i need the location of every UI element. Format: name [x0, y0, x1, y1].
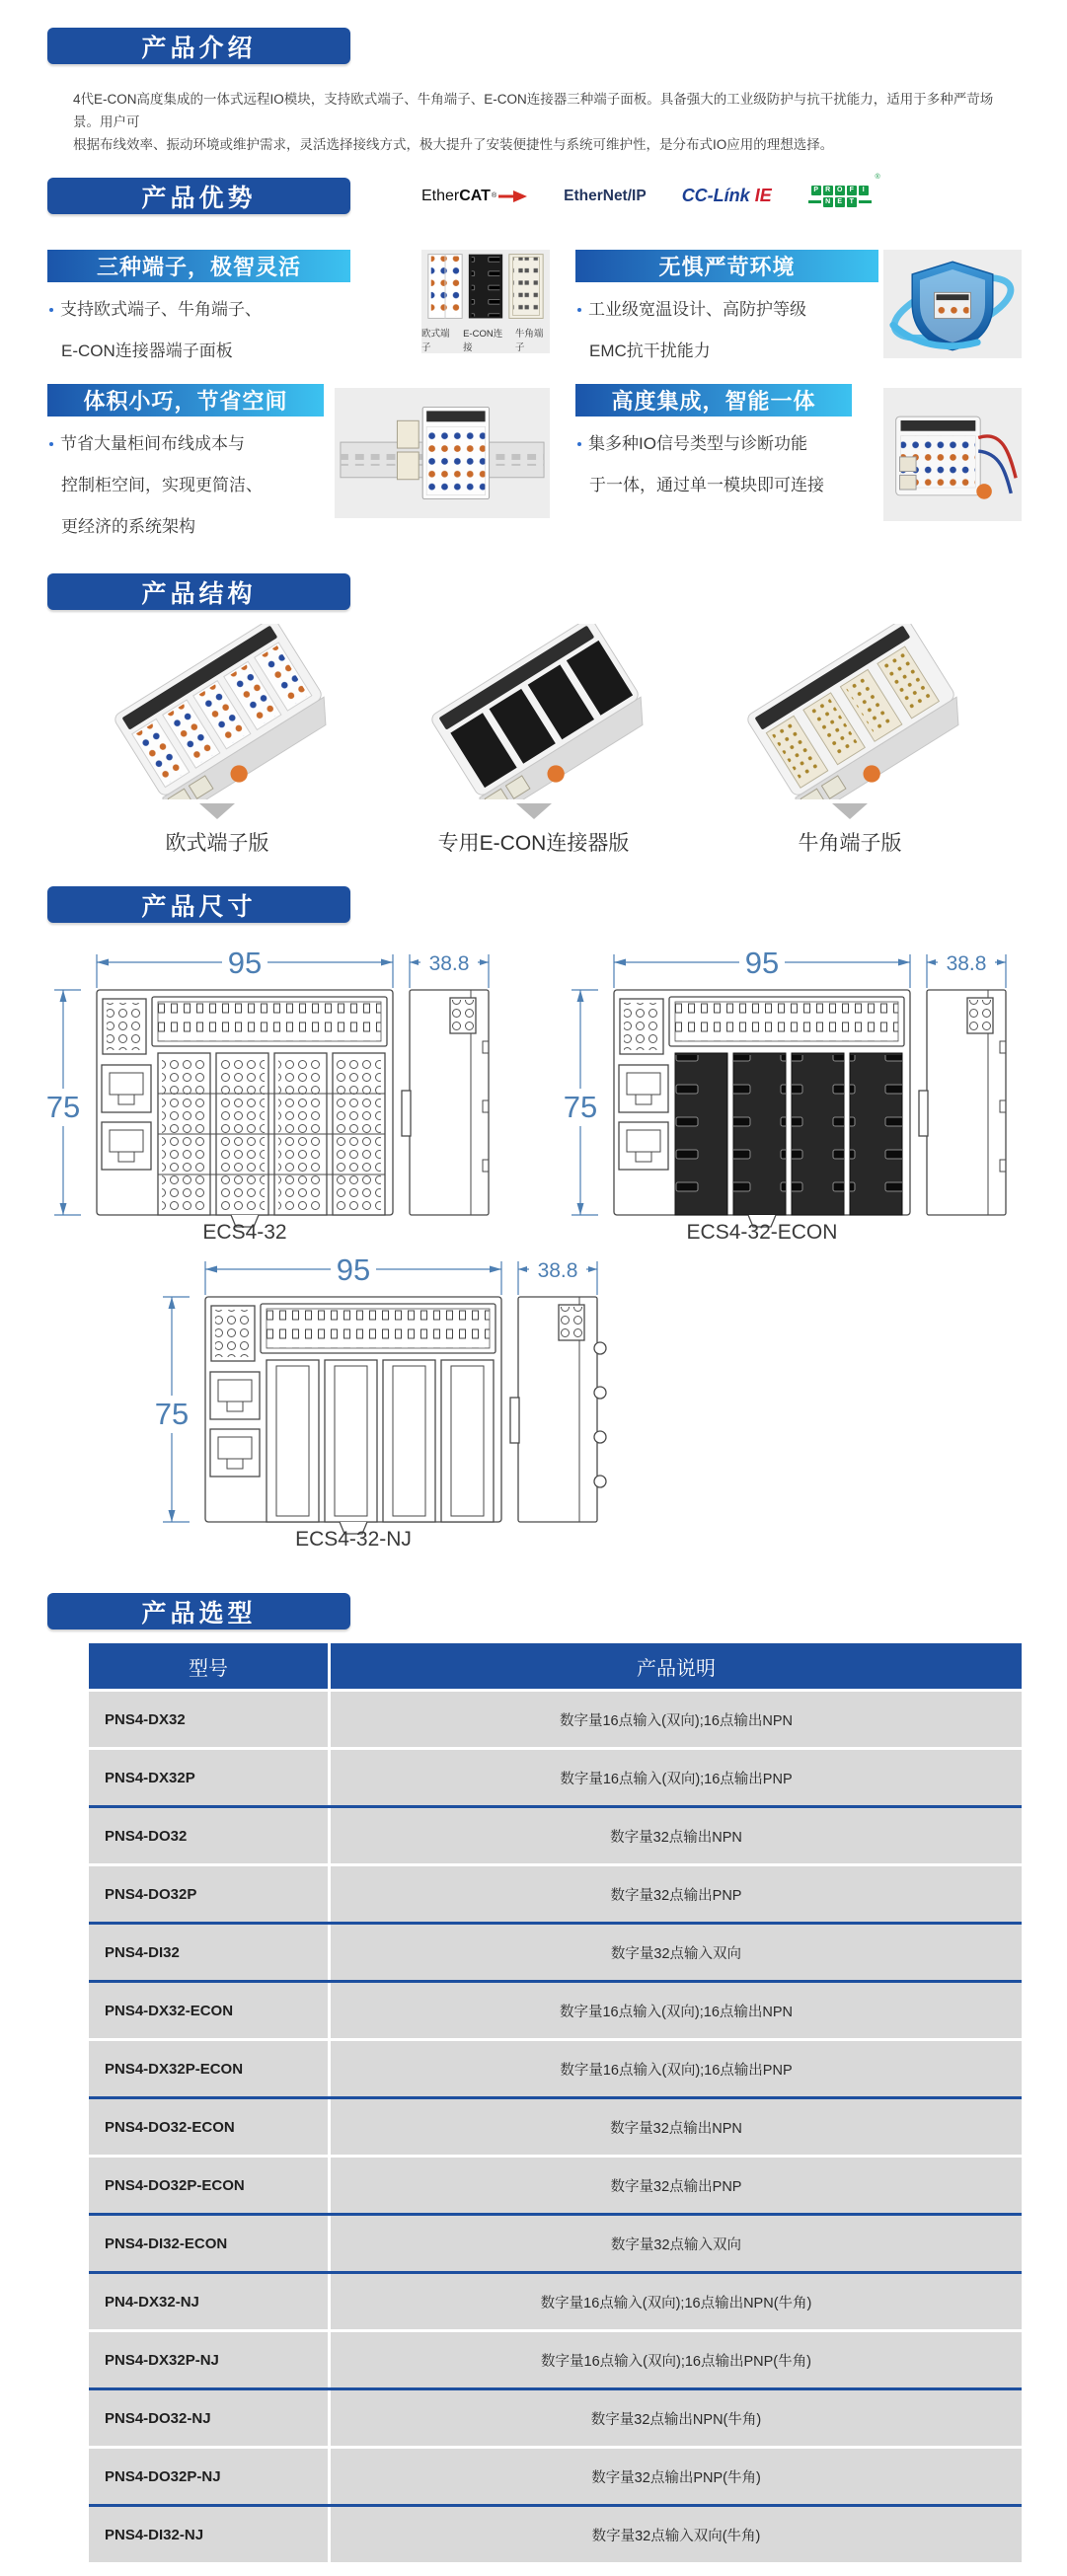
table-row: [89, 2216, 1022, 2274]
profinet-row1: P R O F I: [810, 185, 870, 196]
table-row: [89, 1750, 1022, 1808]
table-row: [89, 2158, 1022, 2216]
model-cell: PNS4-DI32: [89, 1925, 331, 1980]
model-cell: PNS4-DO32: [89, 1808, 331, 1863]
side-view-drawing: [510, 1297, 606, 1522]
bullet-icon: [577, 308, 581, 312]
dim-width: 95: [336, 1252, 371, 1287]
model-cell: PNS4-DX32: [89, 1692, 331, 1747]
front-view-drawing: [205, 1297, 501, 1534]
side-view-drawing: [919, 990, 1006, 1215]
desc-cell: 数字量32点输出NPN(牛角): [331, 2390, 1022, 2446]
table-row: [89, 1983, 1022, 2041]
desc-cell: 数字量32点输入双向(牛角): [331, 2507, 1022, 2562]
feature-line: 节省大量柜间布线成本与: [60, 434, 245, 453]
structure-title: 产品结构: [141, 579, 257, 608]
selection-title: 产品选型: [141, 1599, 257, 1628]
desc-cell: 数字量16点输入(双向);16点输出NPN: [331, 1983, 1022, 2038]
desc-cell: 数字量16点输入(双向);16点输出PNP: [331, 2041, 1022, 2096]
feature-terminals: [47, 250, 550, 372]
wired-module-illustration: [884, 400, 1021, 510]
feature-line: 集多种IO信号类型与诊断功能: [588, 434, 807, 453]
intro-line-1: 4代E-CON高度集成的一体式远程IO模块，支持欧式端子、牛角端子、E-CON连接器三种端子面板。具备强大的工业级防护与抗干扰能力，适用于多种严苛场景。用户可: [73, 92, 994, 129]
din-rail-module-illustration: [337, 391, 548, 515]
terminal-types-image: [421, 250, 550, 353]
feature-line: 控制柜空间，实现更简洁、: [61, 476, 263, 494]
front-view-drawing: [97, 990, 393, 1227]
section-title-advantages: [47, 178, 350, 214]
shield-icon: [885, 253, 1020, 355]
bullet-icon: [49, 442, 53, 446]
dimension-drawings-row2: [148, 1250, 1067, 1555]
feature-rugged-title: 无惧严苛环境: [575, 250, 878, 282]
ethercat-arrow-icon: [498, 189, 528, 204]
dim-depth: 38.8: [428, 952, 470, 975]
desc-cell: 数字量32点输出NPN: [331, 1808, 1022, 1863]
feature-integrated: [575, 384, 1022, 506]
section-title-dimensions: [47, 886, 350, 923]
wired-module-image: [883, 388, 1022, 521]
ethernet-ip-logo: EtherNet/IP: [564, 187, 647, 204]
table-row: [89, 2041, 1022, 2099]
desc-cell: 数字量16点输入(双向);16点输出PNP(牛角): [331, 2332, 1022, 2387]
section-title-intro: [47, 28, 350, 64]
drawing-ecs4-32-nj: [148, 1250, 642, 1551]
ethercat-text: Ether: [421, 187, 460, 204]
drawing-ecs4-32: [39, 943, 533, 1244]
structure-label: 专用E-CON连接器版: [437, 832, 630, 855]
terminal-strips-illustration: [425, 251, 546, 324]
model-cell: PNS4-DI32-NJ: [89, 2507, 331, 2562]
col-header-model: 型号: [89, 1643, 331, 1689]
model-cell: PNS4-DO32P: [89, 1866, 331, 1922]
table-row: [89, 1808, 1022, 1866]
dim-width: 95: [227, 946, 263, 980]
desc-cell: 数字量32点输出PNP: [331, 1866, 1022, 1922]
feature-line: E-CON连接器端子面板: [61, 341, 233, 360]
feature-compact-title: 体积小巧，节省空间: [47, 384, 324, 417]
feature-line: 于一体，通过单一模块即可连接: [589, 476, 824, 494]
intro-paragraph: [73, 88, 1020, 156]
feature-line: EMC抗干扰能力: [589, 341, 711, 360]
structure-label: 牛角端子版: [798, 832, 902, 855]
dim-depth: 38.8: [537, 1259, 578, 1282]
dim-width: 95: [744, 946, 780, 980]
din-rail-image: [335, 388, 550, 518]
structure-label: 欧式端子版: [165, 832, 269, 855]
profinet-logo: ® P R O F I N E T: [807, 185, 873, 208]
table-header-row: [89, 1643, 1022, 1692]
structure-gallery: [69, 624, 998, 857]
model-cell: PNS4-DX32P-NJ: [89, 2332, 331, 2387]
table-row: [89, 1692, 1022, 1750]
model-cell: PNS4-DO32P-ECON: [89, 2158, 331, 2213]
model-cell: PNS4-DX32P-ECON: [89, 2041, 331, 2096]
section-title-selection: [47, 1593, 350, 1629]
model-cell: PNS4-DI32-ECON: [89, 2216, 331, 2271]
down-arrow-icon: [832, 803, 868, 819]
profinet-row2: N E T: [807, 196, 873, 208]
dimensions-title: 产品尺寸: [141, 892, 257, 921]
desc-cell: 数字量32点输出PNP: [331, 2158, 1022, 2213]
econ-module-photo: [401, 624, 667, 799]
structure-item-horn: [702, 624, 998, 857]
model-cell: PNS4-DO32P-NJ: [89, 2449, 331, 2504]
bullet-icon: [577, 442, 581, 446]
front-view-drawing: [614, 990, 910, 1227]
feature-line: 工业级宽温设计、高防护等级: [588, 300, 806, 319]
table-row: [89, 1925, 1022, 1983]
desc-cell: 数字量16点输入(双向);16点输出NPN: [331, 1692, 1022, 1747]
section-title-structure: [47, 573, 350, 610]
feature-line: 更经济的系统架构: [61, 517, 195, 536]
dim-height: 75: [154, 1397, 190, 1431]
ethercat-logo: Ether CAT ®: [421, 188, 528, 205]
drawing-ecs4-32-econ: [557, 943, 1050, 1244]
desc-cell: 数字量32点输入双向: [331, 1925, 1022, 1980]
shield-protection-image: [883, 250, 1022, 358]
intro-line-2: 根据布线效率、振动环境或维护需求，灵活选择接线方式，极大提升了安装便捷性与系统可维护性，是分布式IO应用的理想选择。: [73, 137, 834, 152]
structure-item-econ: [386, 624, 682, 857]
feature-terminals-title: 三种端子，极智灵活: [47, 250, 350, 282]
horn-module-photo: [717, 624, 983, 799]
selection-table: [89, 1643, 1022, 2565]
model-cell: PNS4-DX32P: [89, 1750, 331, 1805]
feature-integrated-title: 高度集成，智能一体: [575, 384, 852, 417]
desc-cell: 数字量32点输出NPN: [331, 2099, 1022, 2155]
feature-compact: [47, 384, 550, 548]
drawing-label: ECS4-32-NJ: [295, 1528, 412, 1551]
table-row: [89, 2390, 1022, 2449]
table-row: [89, 2449, 1022, 2507]
model-cell: PNS4-DX32-ECON: [89, 1983, 331, 2038]
feature-grid: [47, 250, 1022, 548]
table-row: [89, 2274, 1022, 2332]
table-row: [89, 2332, 1022, 2390]
model-cell: PNS4-DO32-NJ: [89, 2390, 331, 2446]
intro-title: 产品介绍: [141, 34, 257, 62]
table-row: [89, 2099, 1022, 2158]
advantages-header-row: [47, 173, 1067, 214]
advantages-title: 产品优势: [141, 184, 257, 212]
dim-height: 75: [563, 1090, 598, 1124]
desc-cell: 数字量16点输入(双向);16点输出NPN(牛角): [331, 2274, 1022, 2329]
desc-cell: 数字量32点输出PNP(牛角): [331, 2449, 1022, 2504]
terminal-labels: 欧式端子 E-CON连接 牛角端子: [421, 328, 544, 353]
feature-rugged: [575, 250, 1022, 372]
desc-cell: 数字量16点输入(双向);16点输出PNP: [331, 1750, 1022, 1805]
dim-height: 75: [45, 1090, 81, 1124]
table-row: [89, 2507, 1022, 2565]
drawing-label: ECS4-32-ECON: [686, 1221, 838, 1244]
down-arrow-icon: [199, 803, 235, 819]
col-header-description: 产品说明: [331, 1643, 1022, 1689]
down-arrow-icon: [516, 803, 552, 819]
protocol-logos: [421, 173, 880, 208]
model-cell: PNS4-DO32-ECON: [89, 2099, 331, 2155]
feature-line: 支持欧式端子、牛角端子、: [60, 300, 262, 319]
side-view-drawing: [402, 990, 489, 1215]
structure-item-euro: [69, 624, 365, 857]
model-cell: PN4-DX32-NJ: [89, 2274, 331, 2329]
cclink-ie-logo: CC-Línk IE: [681, 186, 772, 205]
dimension-drawings-row1: [39, 943, 1067, 1244]
bullet-icon: [49, 308, 53, 312]
desc-cell: 数字量32点输入双向: [331, 2216, 1022, 2271]
euro-module-photo: [84, 624, 350, 799]
table-row: [89, 1866, 1022, 1925]
drawing-label: ECS4-32: [202, 1221, 287, 1244]
dim-depth: 38.8: [946, 952, 987, 975]
